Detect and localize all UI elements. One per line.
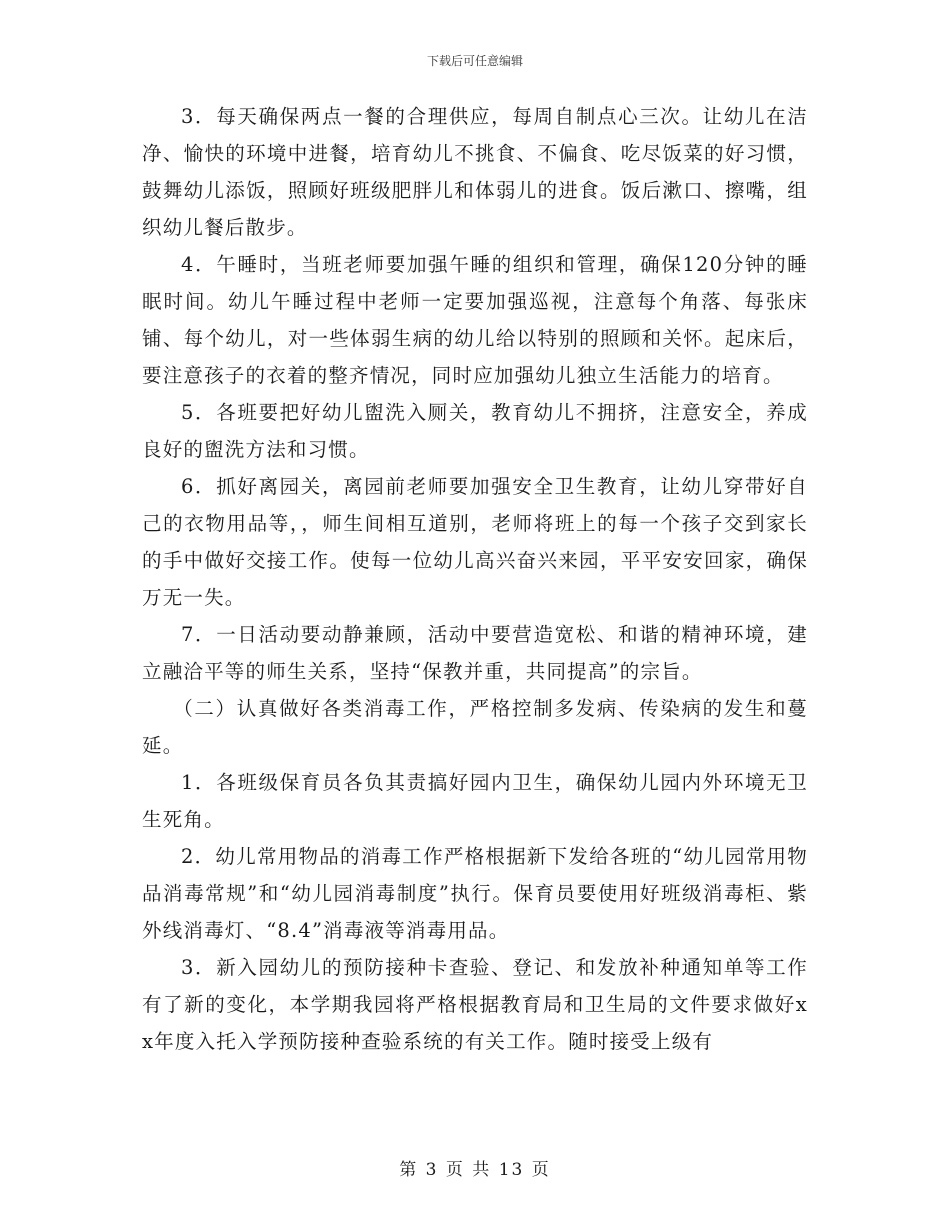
page-header: 下载后可任意编辑	[426, 54, 523, 68]
paragraph-item-1-cleaning: 1．各班级保育员各负其责搞好园内卫生，确保幼儿园内外环境无卫生死角。	[142, 771, 808, 831]
paragraph-item-3-meals: 3．每天确保两点一餐的合理供应，每周自制点心三次。让幼儿在洁净、愉快的环境中进餐，培育幼儿不挑食、不偏食、吃尽饭菜的好习惯，鼓舞幼儿添饭，照顾好班级肥胖儿和体弱儿的进食。饭后漱口、擦嘴，组织幼儿餐后散步。	[142, 105, 808, 239]
paragraph-item-3-vaccination: 3．新入园幼儿的预防接种卡查验、登记、和发放补种通知单等工作有了新的变化，本学期我园将严格根据教育局和卫生局的文件要求做好xx年度入托入学预防接种查验系统的有关工作。随时接受上级有	[142, 956, 808, 1053]
section-heading-disinfection: （二）认真做好各类消毒工作，严格控制多发病、传染病的发生和蔓延。	[142, 697, 808, 757]
page-number-footer: 第 3 页 共 13 页	[399, 1160, 551, 1180]
paragraph-item-2-supplies: 2．幼儿常用物品的消毒工作严格根据新下发给各班的“幼儿园常用物品消毒常规”和“幼儿园消毒制度”执行。保育员要使用好班级消毒柜、紫外线消毒灯、“8.4”消毒液等消毒用品。	[142, 845, 808, 942]
paragraph-item-7-activities: 7．一日活动要动静兼顾，活动中要营造宽松、和谐的精神环境，建立融洽平等的师生关系，坚持“保教并重，共同提高”的宗旨。	[142, 623, 808, 683]
paragraph-item-6-departure: 6．抓好离园关，离园前老师要加强安全卫生教育，让幼儿穿带好自己的衣物用品等，，师生间相互道别，老师将班上的每一个孩子交到家长的手中做好交接工作。使每一位幼儿高兴奋兴来园，平平安安回家，确保万无一失。	[142, 475, 808, 609]
document-body	[142, 98, 808, 1060]
paragraph-item-4-nap: 4．午睡时，当班老师要加强午睡的组织和管理，确保120分钟的睡眠时间。幼儿午睡过程中老师一定要加强巡视，注意每个角落、每张床铺、每个幼儿，对一些体弱生病的幼儿给以特别的照顾和关怀。起床后，要注意孩子的衣着的整齐情况，同时应加强幼儿独立生活能力的培育。	[142, 253, 808, 387]
paragraph-item-5-washing: 5．各班要把好幼儿盥洗入厕关，教育幼儿不拥挤，注意安全，养成良好的盥洗方法和习惯。	[142, 401, 808, 461]
